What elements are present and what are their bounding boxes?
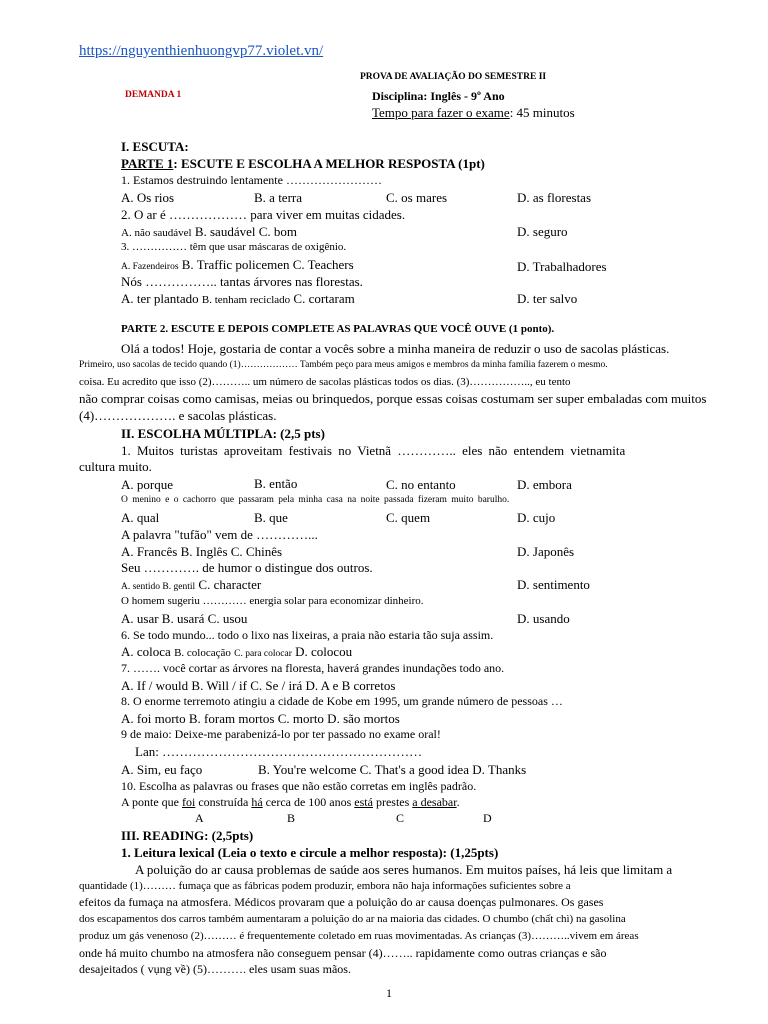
mc-q6-option-d[interactable]: D. colocou [295, 644, 353, 659]
mc-q1-option-b[interactable]: B. então [254, 476, 298, 491]
mc-q2: O menino e o cachorro que passaram pela minha casa na noite passada fizeram muito barulho. [121, 495, 510, 505]
exam-time-value: : 45 minutos [509, 105, 575, 120]
mc-q3-options-abc[interactable]: A. Francês B. Inglês C. Chinês [121, 544, 283, 559]
mc-q1-option-c[interactable]: C. no entanto [386, 477, 456, 492]
listening-q2: 2. O ar é ……………… para viver em muitas cidades. [121, 207, 406, 222]
mc-q7: 7. ……. você cortar as árvores na floresta, haverá grandes inundações todo ano. [121, 661, 505, 675]
part1-title-text: : ESCUTE E ESCOLHA A MELHOR RESPOSTA (1pt) [173, 156, 485, 171]
exam-title: PROVA DE AVALIAÇÃO DO SEMESTRE II [360, 72, 547, 82]
listening-q1-option-d[interactable]: D. as florestas [517, 190, 592, 205]
q10-text-3: cerca de 100 anos [262, 795, 355, 809]
mc-q1-line-2: cultura muito. [79, 459, 152, 474]
listening-q4-option-c[interactable]: C. cortaram [293, 291, 355, 306]
q10-underline-c[interactable]: está [354, 795, 373, 809]
listening-q3-option-bc[interactable]: B. Traffic policemen C. Teachers [181, 257, 354, 272]
reading-line-6: onde há muito chumbo na atmosfera não conseguem pensar (4)…….. rapidamente como outras crianças e são [79, 946, 607, 960]
listening-q4: Nós …………….. tantas árvores nas florestas. [121, 274, 363, 289]
listening-q4-option-b[interactable]: B. tenham reciclado [201, 294, 291, 306]
mc-q7-options[interactable]: A. If / would B. Will / if C. Se / irá D. A e B corretos [121, 678, 396, 693]
q10-letter-b: B [287, 811, 296, 825]
mc-q4: Seu …………. de humor o distingue dos outros. [121, 560, 373, 575]
page-number: 1 [386, 986, 392, 1000]
listening-part2-title: PARTE 2. ESCUTE E DEPOIS COMPLETE AS PALAVRAS QUE VOCÊ OUVE (1 ponto). [121, 323, 555, 335]
reading-line-7: desajeitados ( vụng về) (5)………. eles usam suas mãos. [79, 962, 351, 976]
listening-q2-option-bc[interactable]: B. saudável C. bom [194, 224, 297, 239]
exam-time [372, 105, 575, 120]
reading-subheading: 1. Leitura lexical (Leia o texto e circule a melhor resposta): (1,25pts) [121, 845, 499, 860]
listening-heading: I. ESCUTA: [121, 139, 189, 154]
q10-text-1: A ponte que [121, 795, 182, 809]
multiple-choice-heading: II. ESCOLHA MÚLTIPLA: (2,5 pts) [121, 426, 325, 441]
reading-line-4: dos escapamentos dos carros também aumentaram a poluição do ar na maioria das cidades. O chumbo (chất chì) na gasolina [79, 913, 626, 925]
mc-q9-options-bcd[interactable]: B. You're welcome C. That's a good idea D. Thanks [258, 762, 527, 777]
mc-q1-option-d[interactable]: D. embora [517, 477, 572, 492]
listening-q3: 3. …………… têm que usar máscaras de oxigênio. [121, 241, 347, 253]
part2-line-3: coisa. Eu acredito que isso (2)……….. um número de sacolas plásticas todos os dias. (3)…………….., eu tento [79, 376, 571, 388]
mc-q1-line-1: 1. Muitos turistas aproveitam festivais no Vietnã ………….. eles não entendem vietnamita [121, 443, 626, 458]
mc-q4-options [121, 577, 261, 595]
q10-letter-d: D [483, 811, 492, 825]
q10-underline-b[interactable]: há [251, 795, 263, 809]
listening-q2-option-d[interactable]: D. seguro [517, 224, 568, 239]
mc-q6-option-b[interactable]: B. colocação [174, 647, 231, 659]
listening-q1-option-b[interactable]: B. a terra [254, 190, 303, 205]
listening-q4-option-a[interactable]: A. ter plantado [121, 291, 199, 306]
mc-q3-option-d[interactable]: D. Japonês [517, 544, 575, 559]
reading-heading: III. READING: (2,5pts) [121, 828, 254, 843]
mc-q6: 6. Se todo mundo... todo o lixo nas lixeiras, a praia não estaria tão suja assim. [121, 628, 494, 642]
q10-text-2: construída [195, 795, 252, 809]
mc-q5-options-abc[interactable]: A. usar B. usará C. usou [121, 611, 248, 626]
part2-line-2: Primeiro, uso sacolas de tecido quando (1)……………… Também peço para meus amigos e membros da minha família fazerem o mesmo. [79, 360, 608, 370]
reading-line-2: quantidade (1)……… fumaça que as fábricas podem produzir, embora não haja informações suficientes sobre a [79, 880, 571, 892]
mc-q4-option-c[interactable]: C. character [198, 577, 262, 592]
mc-q9: 9 de maio: Deixe-me parabenizá-lo por ter passado no exame oral! [121, 727, 441, 741]
listening-q4-options [121, 291, 355, 308]
mc-q6-option-c[interactable]: C. para colocar [234, 649, 292, 659]
q10-underline-a[interactable]: foi [182, 795, 196, 809]
listening-q4-option-d[interactable]: D. ter salvo [517, 291, 578, 306]
mc-q8-options[interactable]: A. foi morto B. foram mortos C. morto D. são mortos [121, 711, 400, 726]
part2-line-4: não comprar coisas como camisas, meias ou brinquedos, porque essas coisas costumam ser super embaladas com muitos [79, 391, 707, 406]
listening-q3-options [121, 257, 354, 275]
source-url-link[interactable]: https://nguyenthienhuongvp77.violet.vn/ [79, 43, 324, 59]
q10-underline-d[interactable]: a desabar [412, 795, 457, 809]
listening-part1-title [121, 156, 485, 171]
demand-label: DEMANDA 1 [125, 90, 182, 100]
mc-q5-option-d[interactable]: D. usando [517, 611, 570, 626]
q10-letter-c: C [396, 811, 405, 825]
discipline-label: Disciplina: Inglês - 9º Ano [372, 89, 505, 103]
mc-q4-option-ab[interactable]: A. sentido B. gentil [121, 582, 196, 592]
mc-q9-lan-line: Lan: …………………………………………………… [135, 744, 423, 759]
mc-q5: O homem sugeriu ………… energia solar para economizar dinheiro. [121, 595, 424, 607]
mc-q6-options [121, 644, 352, 662]
listening-q1: 1. Estamos destruindo lentamente …………………… [121, 173, 382, 187]
q10-letter-a: A [195, 811, 204, 825]
mc-q9-option-a[interactable]: A. Sim, eu faço [121, 762, 203, 777]
mc-q3: A palavra "tufão" vem de …………... [121, 527, 318, 542]
listening-q3-option-d[interactable]: D. Trabalhadores [517, 259, 607, 274]
q10-text-5: . [456, 795, 460, 809]
mc-q1-option-a[interactable]: A. porque [121, 477, 173, 492]
mc-q8: 8. O enorme terremoto atingiu a cidade de Kobe em 1995, um grande número de pessoas … [121, 694, 563, 708]
part1-label: PARTE 1 [121, 156, 174, 171]
reading-line-5: produz um gás venenoso (2)……… é frequentemente coletado em ruas movimentadas. As crianças (3)………..vivem em áreas [79, 930, 639, 942]
listening-q2-option-a[interactable]: A. não saudável [121, 227, 192, 239]
mc-q2-option-d[interactable]: D. cujo [517, 510, 556, 525]
listening-q1-option-c[interactable]: C. os mares [386, 190, 448, 205]
mc-q6-option-a[interactable]: A. coloca [121, 644, 171, 659]
mc-q2-option-b[interactable]: B. que [254, 510, 288, 525]
listening-q3-option-a[interactable]: A. Fazendeiros [121, 262, 179, 272]
q10-text-4: prestes [372, 795, 413, 809]
listening-q2-options [121, 224, 297, 241]
exam-time-label: Tempo para fazer o exame [372, 105, 510, 120]
mc-q10-sentence [121, 795, 460, 810]
reading-line-1: A poluição do ar causa problemas de saúde aos seres humanos. Em muitos países, há leis que limitam a [135, 862, 673, 877]
reading-line-3: efeitos da fumaça na atmosfera. Médicos provaram que a poluição do ar causa doenças pulmonares. Os gases [79, 895, 604, 909]
mc-q4-option-d[interactable]: D. sentimento [517, 577, 590, 592]
part2-line-5: (4)………………. e sacolas plásticas. [79, 408, 277, 423]
listening-q1-option-a[interactable]: A. Os rios [121, 190, 175, 205]
mc-q2-option-a[interactable]: A. qual [121, 510, 160, 525]
part2-line-1: Olá a todos! Hoje, gostaria de contar a vocês sobre a minha maneira de reduzir o uso de sacolas plásticas. [121, 341, 670, 356]
mc-q10: 10. Escolha as palavras ou frases que não estão corretas em inglês padrão. [121, 779, 477, 793]
mc-q2-option-c[interactable]: C. quem [386, 510, 431, 525]
